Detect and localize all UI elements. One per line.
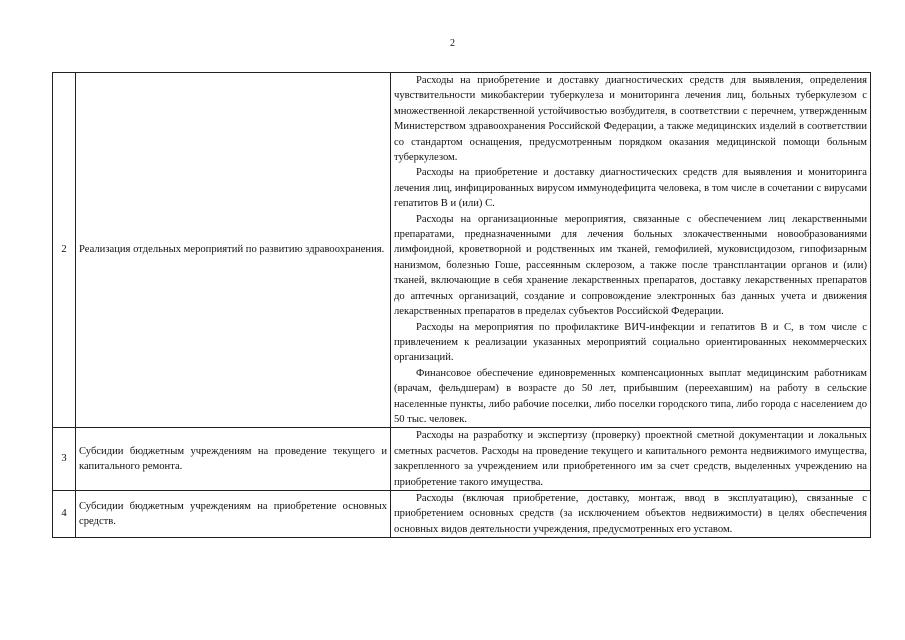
page-number: 2 xyxy=(450,38,455,49)
row-name: Субсидии бюджетным учреждениям на проведение текущего и капитального ремонта. xyxy=(76,428,391,491)
description-paragraph: Расходы (включая приобретение, доставку, монтаж, ввод в эксплуатацию), связанные с приобретением основных средств (за исключением объектов недвижимости) в целях обеспечения основных видов деятельности учреждения, предусмотренных его уставом. xyxy=(394,492,867,535)
row-number: 4 xyxy=(53,490,76,537)
table-row xyxy=(53,428,871,491)
table-row xyxy=(53,490,871,537)
table-row xyxy=(53,73,871,428)
row-description xyxy=(391,73,871,428)
row-name: Реализация отдельных мероприятий по развитию здравоохранения. xyxy=(76,73,391,428)
description-paragraph: Расходы на организационные мероприятия, связанные с обеспечением лиц лекарственными препаратами, предназначенными для лечения больных злокачественными новообразованиями лимфоидной, кроветворной и родственных им тканей, гемофилией, муковисцидозом, гипофизарным нанизмом, болезнью Гоше, рассеянным склерозом, а также после трансплантации органов и (или) тканей, включающие в себя хранение лекарственных препаратов, доставку лекарственных препаратов до аптечных организаций, создание и сопровождение электронных баз данных учета и движения лекарственных препаратов в пределах субъектов Российской Федерации. xyxy=(394,213,867,318)
description-paragraph: Расходы на разработку и экспертизу (проверку) проектной сметной документации и локальных сметных расчетов. Расходы на проведение текущего и капитального ремонта недвижимого имущества, закрепленного за учреждением или приобретенного им за счет средств, выделенных учреждению на приобретение такого имущества. xyxy=(394,430,867,488)
expenses-table xyxy=(52,72,871,538)
row-description xyxy=(391,428,871,491)
row-number: 2 xyxy=(53,73,76,428)
description-paragraph: Расходы на мероприятия по профилактике ВИЧ-инфекции и гепатитов В и С, в том числе с привлечением к реализации указанных мероприятий социально ориентированных некоммерческих организаций. xyxy=(394,321,867,364)
description-paragraph: Расходы на приобретение и доставку диагностических средств для выявления и мониторинга лечения лиц, инфицированных вирусом иммунодефицита человека, в том числе в сочетании с вирусами гепатитов В и (или) С. xyxy=(394,167,867,210)
description-paragraph: Финансовое обеспечение единовременных компенсационных выплат медицинским работникам (врачам, фельдшерам) в возрасте до 50 лет, прибывшим (переехавшим) на работу в сельские населенные пункты, либо рабочие поселки, либо поселки городского типа, либо города с населением до 50 тыс. человек. xyxy=(394,367,867,425)
row-description xyxy=(391,490,871,537)
row-name: Субсидии бюджетным учреждениям на приобретение основных средств. xyxy=(76,490,391,537)
row-number: 3 xyxy=(53,428,76,491)
description-paragraph: Расходы на приобретение и доставку диагностических средств для выявления, определения чувствительности микобактерии туберкулеза и мониторинга лечения лиц, больных туберкулезом с множественной лекарственной устойчивостью возбудителя, в соответствии с перечнем, утвержденным Министерством здравоохранения Российской Федерации, а также медицинских изделий в соответствии со стандартом оснащения, предусмотренным порядком оказания медицинской помощи больным туберкулезом. xyxy=(394,75,867,164)
